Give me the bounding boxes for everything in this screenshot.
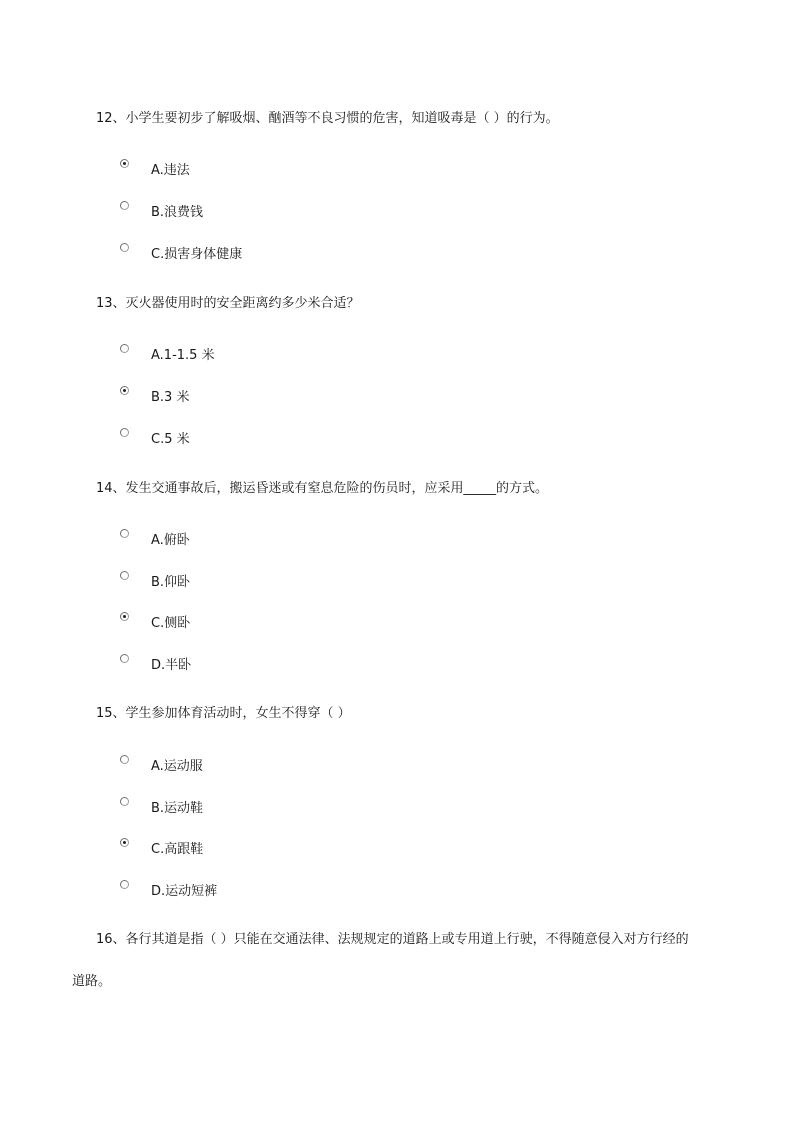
radio-checked-icon[interactable]	[120, 838, 129, 847]
option-label: B.3 米	[151, 390, 190, 405]
radio-unchecked-icon[interactable]	[120, 654, 129, 663]
question-14-text: 14、发生交通事故后，搬运昏迷或有窒息危险的伤员时，应采用_____的方式。	[96, 481, 549, 496]
radio-unchecked-icon[interactable]	[120, 201, 129, 210]
radio-checked-icon[interactable]	[120, 612, 129, 621]
question-12-text: 12、小学生要初步了解吸烟、酗酒等不良习惯的危害，知道吸毒是（ ）的行为。	[96, 111, 559, 126]
option-label: A.1-1.5 米	[151, 348, 215, 363]
q15-option-a[interactable]	[120, 755, 420, 775]
option-label: B.运动鞋	[151, 801, 204, 816]
option-label: C.损害身体健康	[151, 247, 243, 262]
radio-unchecked-icon[interactable]	[120, 797, 129, 806]
radio-unchecked-icon[interactable]	[120, 571, 129, 580]
q12-option-c[interactable]	[120, 243, 420, 263]
radio-unchecked-icon[interactable]	[120, 529, 129, 538]
q14-option-b[interactable]	[120, 571, 420, 591]
q13-option-a[interactable]	[120, 344, 420, 364]
option-label: A.俯卧	[151, 533, 190, 548]
option-label: A.违法	[151, 163, 190, 178]
q12-option-a[interactable]	[120, 159, 420, 179]
radio-unchecked-icon[interactable]	[120, 243, 129, 252]
option-label: D.运动短裤	[151, 884, 218, 899]
radio-checked-icon[interactable]	[120, 159, 129, 168]
option-label: D.半卧	[151, 658, 192, 673]
option-label: C.高跟鞋	[151, 842, 204, 857]
radio-checked-icon[interactable]	[120, 386, 129, 395]
option-label: C.5 米	[151, 432, 190, 447]
q12-option-b[interactable]	[120, 201, 420, 221]
option-label: B.浪费钱	[151, 205, 204, 220]
question-13-text: 13、灭火器使用时的安全距离约多少米合适？	[96, 296, 360, 311]
option-label: C.侧卧	[151, 616, 191, 631]
option-label: A.运动服	[151, 759, 203, 774]
q15-option-d[interactable]	[120, 880, 420, 900]
q14-option-d[interactable]	[120, 654, 420, 674]
question-16-text-line2: 道路。	[72, 974, 112, 989]
q14-option-a[interactable]	[120, 529, 420, 549]
q13-option-b[interactable]	[120, 386, 420, 406]
q14-option-c[interactable]	[120, 612, 420, 632]
radio-unchecked-icon[interactable]	[120, 755, 129, 764]
question-16-text-line1: 16、各行其道是指（ ）只能在交通法律、法规规定的道路上或专用道上行驶，不得随意侵入对方行经的	[96, 932, 689, 947]
question-15-text: 15、学生参加体育活动时，女生不得穿（ ）	[96, 706, 351, 721]
radio-unchecked-icon[interactable]	[120, 344, 129, 353]
option-label: B.仰卧	[151, 575, 191, 590]
q15-option-c[interactable]	[120, 838, 420, 858]
q13-option-c[interactable]	[120, 428, 420, 448]
radio-unchecked-icon[interactable]	[120, 428, 129, 437]
q15-option-b[interactable]	[120, 797, 420, 817]
radio-unchecked-icon[interactable]	[120, 880, 129, 889]
